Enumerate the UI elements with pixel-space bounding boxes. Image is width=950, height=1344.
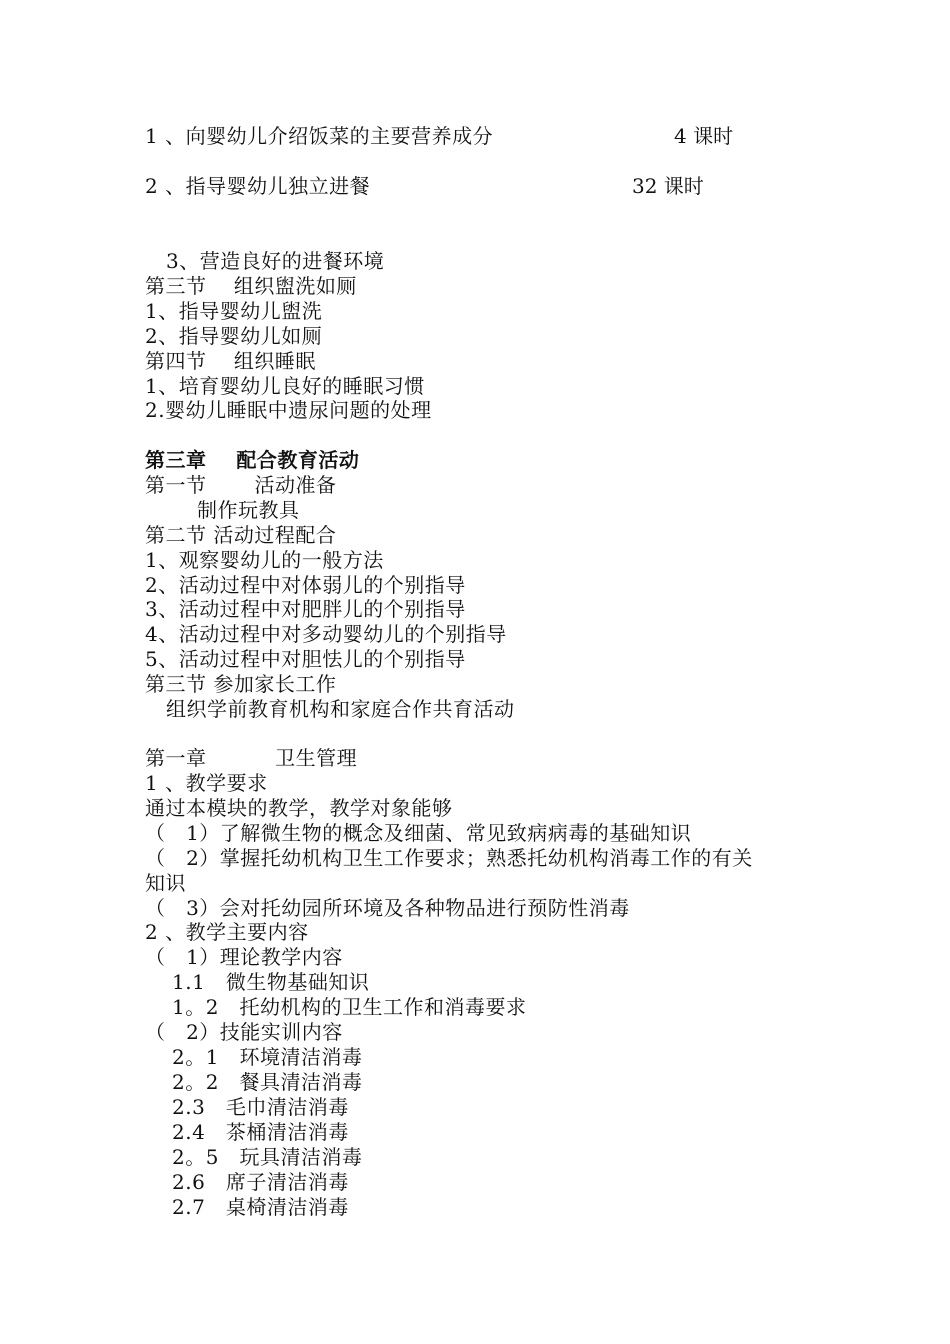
section3-item: 1、指导婴幼儿盥洗	[145, 299, 323, 323]
chapter3-sec2-item: 5、活动过程中对胆怯儿的个别指导	[145, 647, 466, 671]
skill-title: （ 2）技能实训内容	[145, 1020, 343, 1044]
skill-item: 2.6 席子清洁消毒	[172, 1170, 349, 1194]
section4-item: 2.婴幼儿睡眠中遗尿问题的处理	[145, 398, 432, 422]
requirements-title: 1 、教学要求	[145, 771, 268, 795]
requirement-item: （ 3）会对托幼园所环境及各种物品进行预防性消毒	[145, 896, 630, 920]
skill-item: 2.4 茶桶清洁消毒	[172, 1120, 349, 1144]
requirement-item-cont: 知识	[145, 871, 186, 895]
section3-title: 第三节 组织盥洗如厕	[145, 274, 357, 298]
skill-item: 2.7 桌椅清洁消毒	[172, 1195, 349, 1219]
chapter3-sec2-item: 1、观察婴幼儿的一般方法	[145, 548, 384, 572]
requirement-item: （ 1）了解微生物的概念及细菌、常见致病病毒的基础知识	[145, 821, 692, 845]
chapter3-sec2-item: 2、活动过程中对体弱儿的个别指导	[145, 573, 466, 597]
meal-item-3: 3、营造良好的进餐环境	[166, 249, 385, 273]
chapter3-sec2-item: 4、活动过程中对多动婴幼儿的个别指导	[145, 622, 507, 646]
section4-item: 1、培育婴幼儿良好的睡眠习惯	[145, 374, 425, 398]
theory-item: 1。2 托幼机构的卫生工作和消毒要求	[172, 995, 527, 1019]
theory-title: （ 1）理论教学内容	[145, 945, 343, 969]
chapter3-sec2-title: 第二节 活动过程配合	[145, 523, 337, 547]
skill-item: 2.3 毛巾清洁消毒	[172, 1095, 349, 1119]
meal-item-1: 1 、向婴幼儿介绍饭菜的主要营养成分	[145, 124, 494, 148]
chapter3-title: 第三章 配合教育活动	[145, 448, 360, 472]
section4-title: 第四节 组织睡眠	[145, 349, 316, 373]
skill-item: 2。2 餐具清洁消毒	[172, 1070, 363, 1094]
chapter3-sec3-item: 组织学前教育机构和家庭合作共育活动	[166, 697, 515, 721]
meal-item-1-hours: 4 课时	[674, 124, 734, 148]
content-title: 2 、教学主要内容	[145, 920, 309, 944]
meal-item-2-hours: 32 课时	[632, 174, 704, 198]
meal-item-2: 2 、指导婴幼儿独立进餐	[145, 174, 371, 198]
section3-item: 2、指导婴幼儿如厕	[145, 324, 323, 348]
chapter3-sec2-item: 3、活动过程中对肥胖儿的个别指导	[145, 597, 466, 621]
skill-item: 2。1 环境清洁消毒	[172, 1045, 363, 1069]
requirements-intro: 通过本模块的教学，教学对象能够	[145, 796, 453, 820]
requirement-item: （ 2）掌握托幼机构卫生工作要求；熟悉托幼机构消毒工作的有关	[145, 846, 753, 870]
skill-item: 2。5 玩具清洁消毒	[172, 1145, 363, 1169]
chapter3-sec3-title: 第三节 参加家长工作	[145, 672, 337, 696]
chapter3-sec1-item: 制作玩教具	[197, 498, 300, 522]
chapter1-title: 第一章 卫生管理	[145, 746, 358, 770]
theory-item: 1.1 微生物基础知识	[172, 970, 370, 994]
chapter3-sec1-title: 第一节 活动准备	[145, 473, 337, 497]
